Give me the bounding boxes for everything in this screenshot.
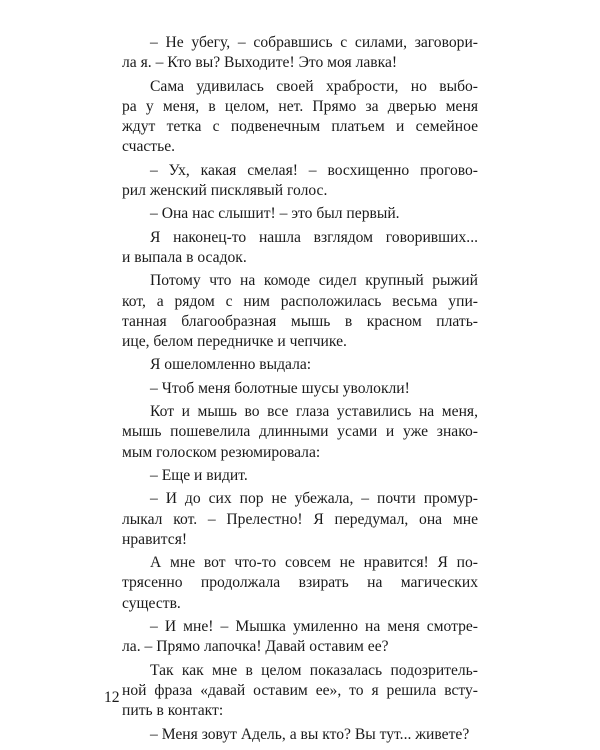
paragraph [122, 355, 478, 375]
paragraph [122, 725, 478, 745]
text-line: пить в контакт: [122, 702, 224, 720]
text-line: ице, белом передничке и чепчике. [122, 333, 347, 351]
text-line: – Еще и видит. [150, 466, 248, 484]
page-number: 12 [104, 689, 120, 706]
paragraph [122, 77, 478, 158]
text-line: ла. – Прямо лапочка! Давай оставим ее? [122, 638, 389, 656]
text-line: А мне вот что-то совсем не нравится! Я по- [150, 554, 478, 572]
body-text [122, 33, 478, 748]
text-line: – Чтоб меня болотные шусы уволокли! [150, 379, 410, 397]
text-line: Сама удивилась своей храбрости, но выбо- [150, 77, 478, 95]
text-line: рил женский писклявый голос. [122, 182, 328, 200]
text-line: – Ух, какая смелая! – восхищенно прогово- [150, 161, 478, 179]
paragraph [122, 489, 478, 550]
text-line: нравится! [122, 530, 188, 548]
paragraph [122, 661, 478, 722]
text-line: ла я. – Кто вы? Выходите! Это моя лавка! [122, 54, 398, 72]
text-line: лыкал кот. – Прелестно! Я передумал, она мне [122, 510, 478, 528]
text-line: счастье. [122, 138, 176, 156]
paragraph [122, 33, 478, 74]
paragraph [122, 204, 478, 224]
text-line: трясенно продолжала взирать на магических [122, 574, 478, 592]
text-line: – Не убегу, – собравшись с силами, заговори- [150, 34, 478, 51]
paragraph [122, 379, 478, 399]
paragraph [122, 553, 478, 614]
text-line: ра у меня, в целом, нет. Прямо за дверью меня [122, 97, 478, 115]
text-line: – И до сих пор не убежала, – почти промур- [150, 490, 478, 508]
paragraph [122, 466, 478, 486]
text-line: мышь пошевелила длинными усами и уже знако- [122, 423, 478, 441]
paragraph [122, 161, 478, 202]
text-line: Так как мне в целом показалась подозритель- [150, 661, 478, 679]
text-line: и выпала в осадок. [122, 248, 247, 266]
text-line: Я наконец-то нашла взглядом говоривших... [150, 228, 478, 246]
paragraph [122, 271, 478, 352]
text-line: мым голоском резюмировала: [122, 443, 321, 461]
text-line: ной фраза «давай оставим ее», то я решила всту- [122, 681, 478, 699]
text-line: танная благообразная мышь в красном плать- [122, 312, 478, 330]
text-line: – Меня зовут Адель, а вы кто? Вы тут... живете? [150, 725, 470, 743]
text-line: кот, а рядом с ним расположилась весьма упи- [122, 292, 478, 310]
text-line: Потому что на комоде сидел крупный рыжий [150, 272, 478, 290]
paragraph [122, 617, 478, 658]
text-line: Кот и мышь во все глаза уставились на меня, [150, 403, 478, 421]
text-line: – Она нас слышит! – это был первый. [150, 205, 400, 223]
paragraph [122, 228, 478, 269]
text-line: – И мне! – Мышка умиленно на меня смотре- [150, 618, 478, 636]
text-line: ждут тетка с подвенечным платьем и семейное [122, 118, 478, 136]
text-line: существ. [122, 594, 181, 612]
text-line: Я ошеломленно выдала: [150, 356, 312, 374]
paragraph [122, 402, 478, 463]
